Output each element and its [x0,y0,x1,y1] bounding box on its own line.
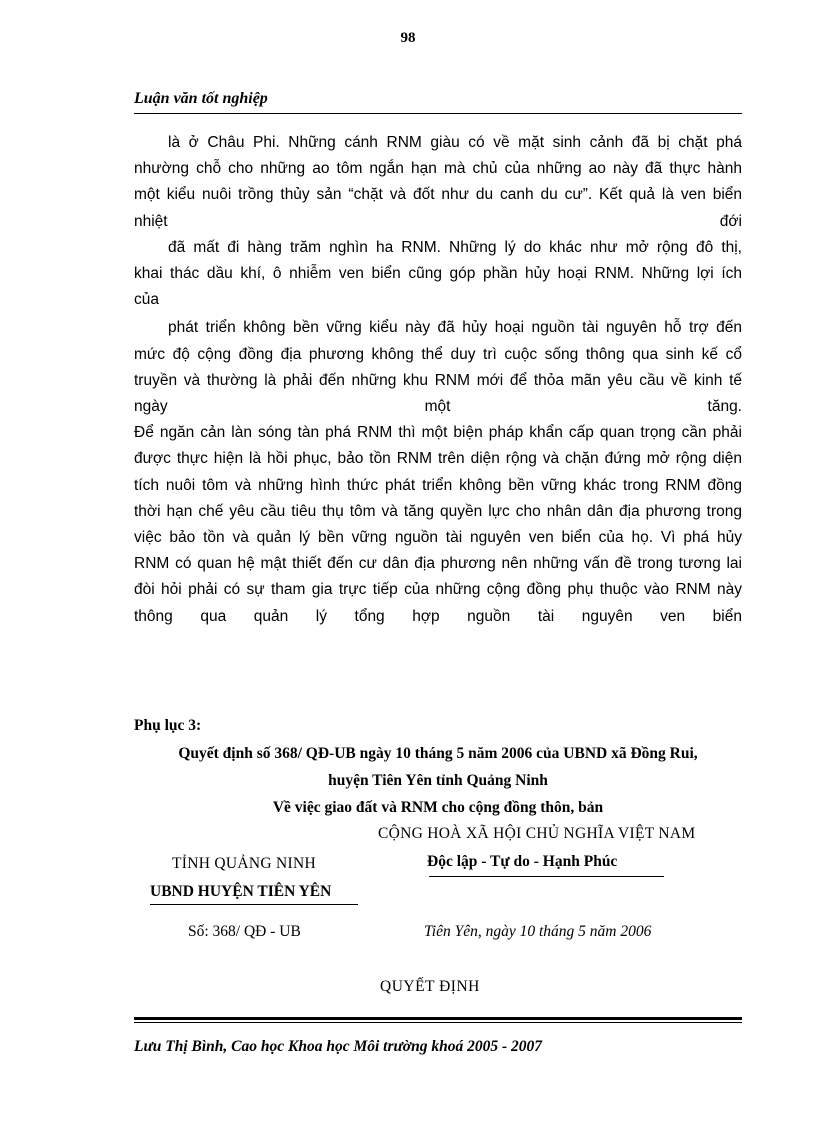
body-line: mức độ cộng đồng địa phương không thể duy trì cuộc sống thông qua sinh kế cổ [134,345,742,363]
page-number: 98 [400,30,416,46]
province-name: TỈNH QUẢNG NINH [172,855,316,872]
running-header: Luận văn tốt nghiệp [134,90,268,107]
header-rule [134,113,742,114]
appendix-title-line-3: Về việc giao đất và RNM cho cộng đồng thôn, bản [272,799,604,816]
body-line: của [134,291,159,309]
body-line: một kiểu nuôi trồng thủy sản “chặt và đốt như du canh du cư”. Kết quả là ven biển [134,186,742,204]
authority-underline [150,904,358,905]
body-line: tích nuôi tôm và những hình thức phát triển không bền vững khác trong RNM đồng [134,476,742,494]
body-line: phát triển không bền vững kiểu này đã hủy hoại nguồn tài nguyên hỗ trợ đến [168,319,742,337]
body-line: thời hạn chế yêu cầu tiêu thụ tôm và tăng quyền lực cho nhân dân địa phương trong [134,502,742,520]
body-line: ngày một tăng. [134,398,742,416]
body-line: Để ngăn cản làn sóng tàn phá RNM thì một biện pháp khẩn cấp quan trọng cần phải [134,424,742,442]
date-line: Tiên Yên, ngày 10 tháng 5 năm 2006 [424,923,652,940]
decision-heading: QUYẾT ĐỊNH [380,978,480,995]
document-number: Số: 368/ QĐ - UB [188,923,301,940]
national-motto: Độc lập - Tự do - Hạnh Phúc [427,853,618,870]
body-line: khai thác dầu khí, ô nhiễm ven biển cũng góp phần hủy hoại RNM. Những lợi ích [134,265,742,283]
body-paragraph-1 [134,130,742,630]
body-line: đã mất đi hàng trăm nghìn ha RNM. Những lý do khác như mở rộng đô thị, [168,238,742,256]
issuing-authority: UBND HUYỆN TIÊN YÊN [150,883,332,900]
footer-rule-thick [134,1017,742,1020]
running-footer: Lưu Thị Bình, Cao học Khoa học Môi trường khoá 2005 - 2007 [134,1038,543,1055]
body-line: truyền và thường là phải đến những khu RNM mới để thỏa mãn yêu cầu về kinh tế [134,371,742,389]
appendix-title-line-2: huyện Tiên Yên tỉnh Quảng Ninh [328,772,548,789]
body-line: đòi hỏi phải có sự tham gia trực tiếp của những cộng đồng phụ thuộc vào RNM này [134,581,742,599]
nation-name: CỘNG HOÀ XÃ HỘI CHỦ NGHĨA VIỆT NAM [378,825,696,842]
motto-underline [429,876,664,877]
footer-rule-thin [134,1022,742,1023]
body-line: được thực hiện là hồi phục, bảo tồn RNM trên diện rộng và chặn đứng mở rộng diện [134,450,742,468]
body-line: RNM có quan hệ mật thiết đến cư dân địa phương nên những vấn đề trong tương lai [134,555,742,573]
body-line: nhiệt đới [134,212,742,230]
body-line: việc bảo tồn và quản lý bền vững nguồn tài nguyên ven biển của họ. Vì phá hủy [134,529,742,547]
body-line: nhường chỗ cho những ao tôm ngắn hạn mà chủ của những ao này đã thực hành [134,160,742,178]
body-line: thông qua quản lý tổng hợp nguồn tài nguyên ven biển [134,607,742,625]
appendix-title-line-1: Quyết định số 368/ QĐ-UB ngày 10 tháng 5 năm 2006 của UBND xã Đồng Rui, [178,745,698,762]
appendix-label: Phụ lục 3: [134,717,202,734]
body-line: là ở Châu Phi. Những cánh RNM giàu có về mặt sinh cảnh đã bị chặt phá [168,134,742,151]
